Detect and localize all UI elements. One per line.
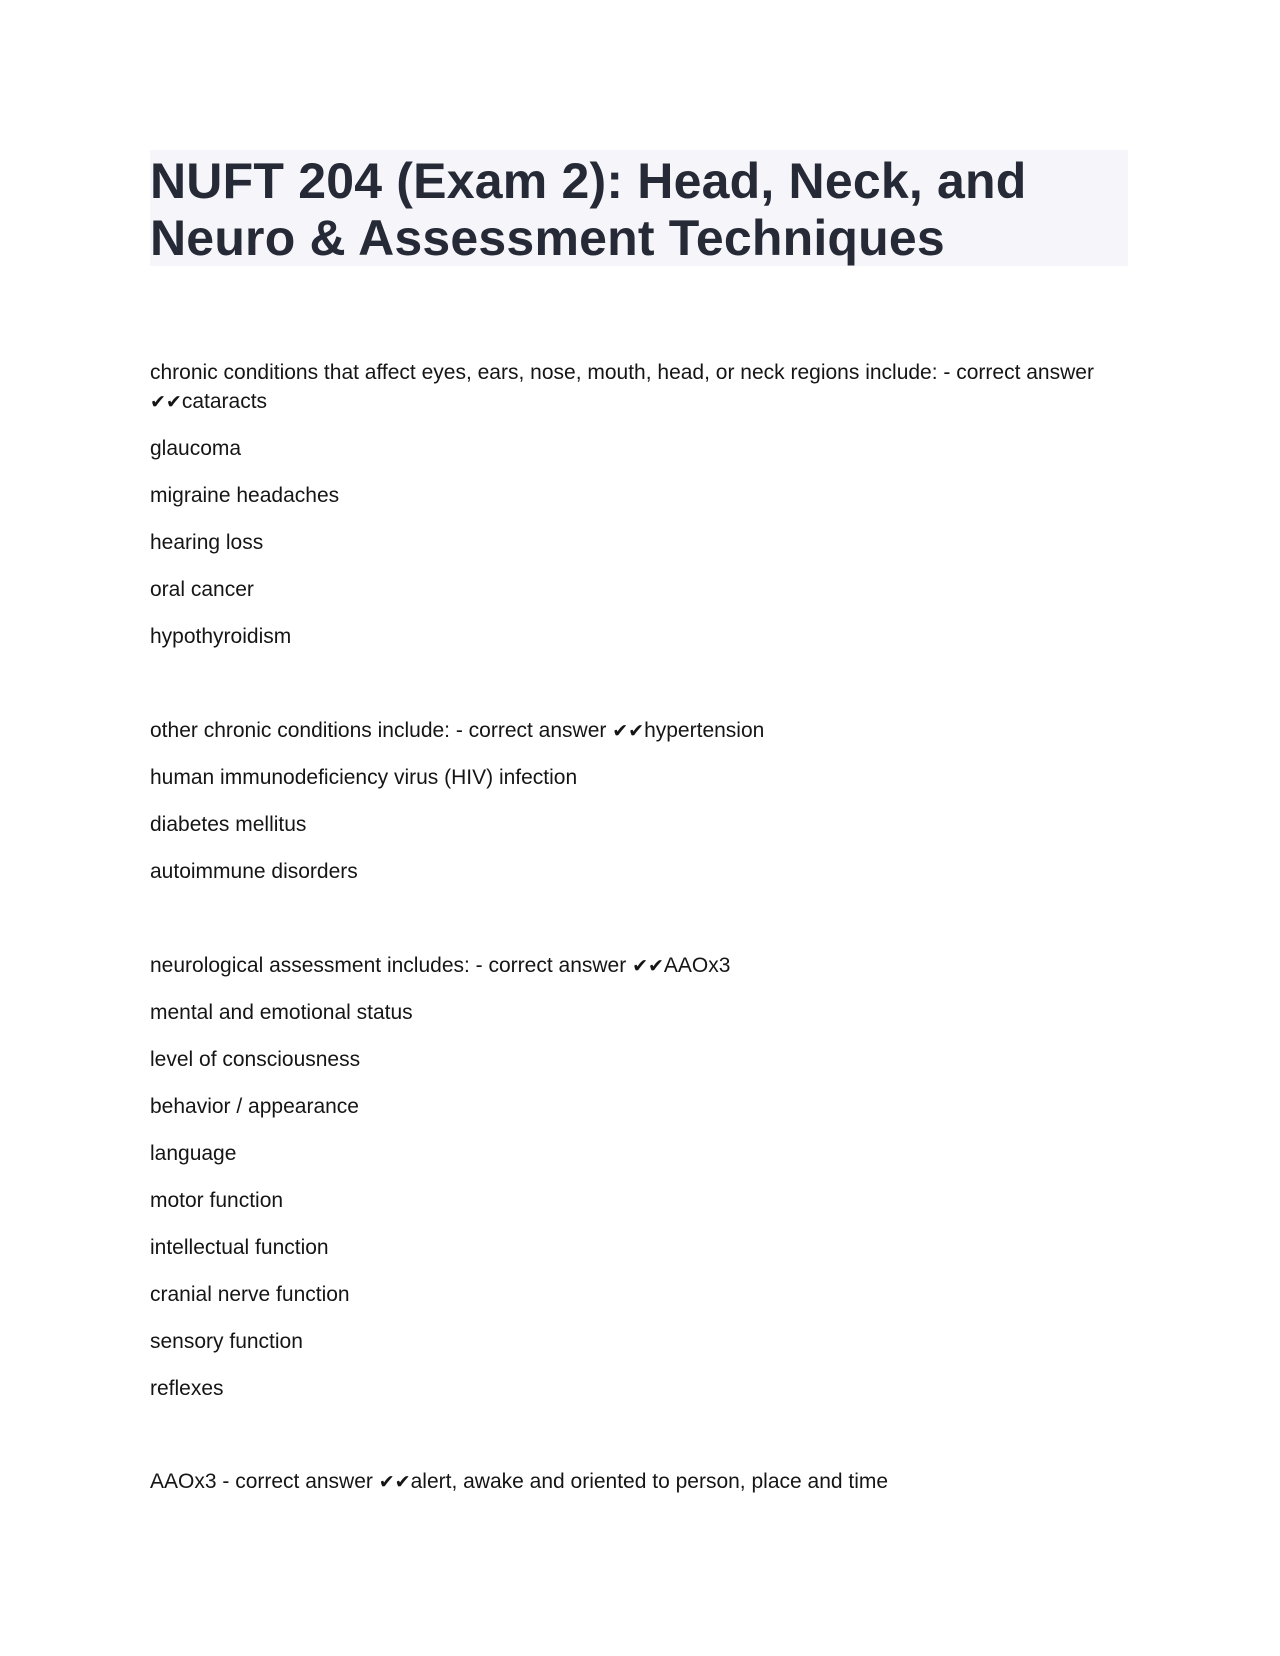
document-title xyxy=(150,153,1128,267)
list-item: behavior / appearance xyxy=(150,1095,359,1118)
list-item: oral cancer xyxy=(150,578,254,601)
question-line xyxy=(150,1470,888,1494)
question-text: chronic conditions that affect eyes, ears, nose, mouth, head, or neck regions include: - correct answer xyxy=(150,361,1094,384)
question-line xyxy=(150,954,730,978)
list-item: autoimmune disorders xyxy=(150,860,358,883)
title-line-1: NUFT 204 (Exam 2): Head, Neck, and xyxy=(150,153,1027,209)
title-line-2: Neuro & Assessment Techniques xyxy=(150,210,945,266)
list-item: reflexes xyxy=(150,1377,224,1400)
list-item: migraine headaches xyxy=(150,484,340,507)
list-item: hearing loss xyxy=(150,531,264,554)
answer-text: cataracts xyxy=(181,390,268,413)
list-item: cranial nerve function xyxy=(150,1283,350,1306)
answer-line xyxy=(150,390,267,414)
check-marks-icon: ✔✔ xyxy=(632,955,664,977)
document-body xyxy=(150,150,1128,1493)
question-text: AAOx3 - correct answer xyxy=(150,1470,373,1493)
answer-text: alert, awake and oriented to person, place and time xyxy=(410,1470,889,1493)
question-line xyxy=(150,361,1094,385)
list-item: sensory function xyxy=(150,1330,303,1353)
list-item: diabetes mellitus xyxy=(150,813,307,836)
answer-text: AAOx3 xyxy=(663,954,731,977)
title-banner xyxy=(150,150,1128,266)
list-item: level of consciousness xyxy=(150,1048,361,1071)
list-item: motor function xyxy=(150,1189,284,1212)
list-item: human immunodeficiency virus (HIV) infection xyxy=(150,766,578,789)
list-item: glaucoma xyxy=(150,437,242,460)
list-item: language xyxy=(150,1142,237,1165)
answer-text: hypertension xyxy=(644,719,765,742)
check-marks-icon: ✔✔ xyxy=(612,720,645,742)
list-item: intellectual function xyxy=(150,1236,329,1259)
question-text: other chronic conditions include: - correct answer xyxy=(150,719,607,742)
check-marks-icon: ✔✔ xyxy=(378,1471,411,1493)
check-marks-icon: ✔✔ xyxy=(150,391,182,413)
list-item: mental and emotional status xyxy=(150,1001,413,1024)
question-text: neurological assessment includes: - correct answer xyxy=(150,954,627,977)
question-line xyxy=(150,719,764,743)
list-item: hypothyroidism xyxy=(150,625,292,648)
